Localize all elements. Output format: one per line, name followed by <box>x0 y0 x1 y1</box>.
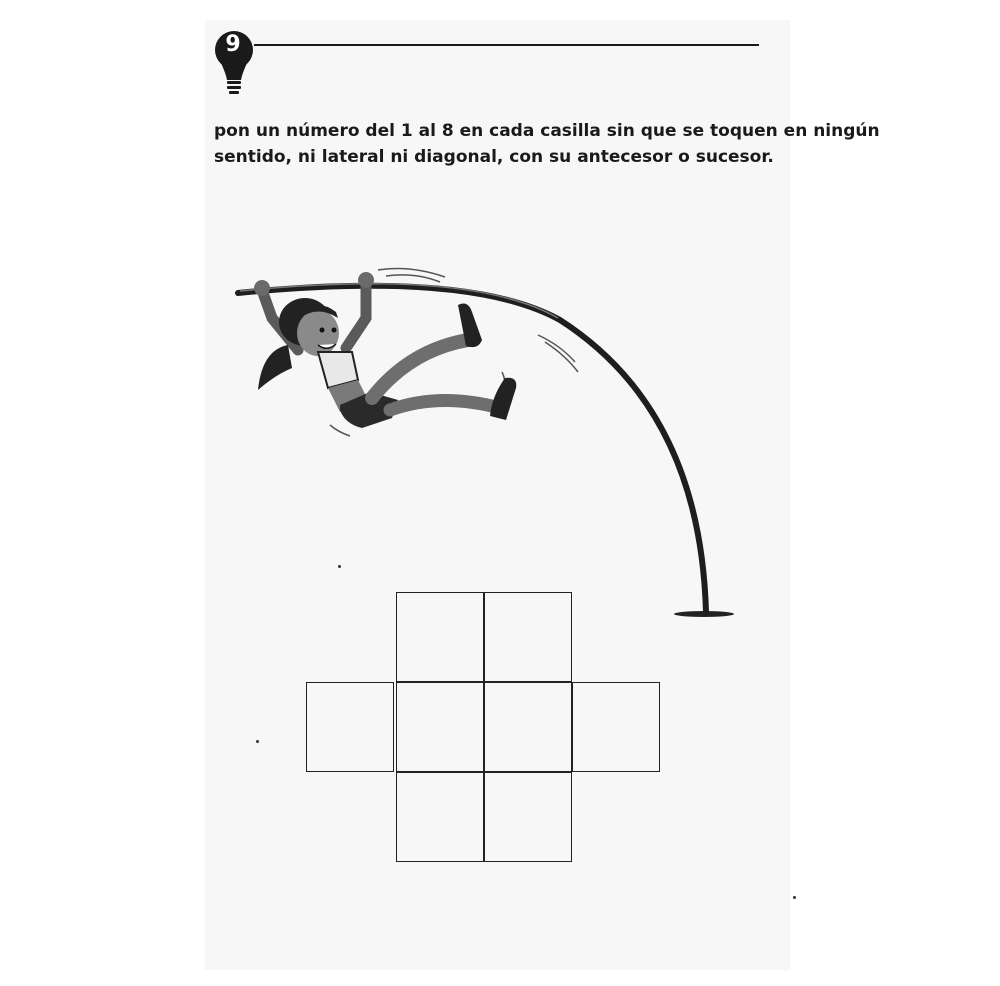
upper-leg <box>372 340 468 398</box>
instructions-line-1: pon un número del 1 al 8 en cada casilla sin que se toquen en ningún <box>214 121 880 141</box>
print-speck <box>338 565 341 568</box>
grid-cell[interactable] <box>396 682 484 772</box>
shoe-lower <box>490 378 516 420</box>
grid-cell[interactable] <box>484 682 572 772</box>
print-speck <box>793 896 796 899</box>
puzzle-number: 9 <box>225 32 241 57</box>
lower-leg <box>390 400 500 410</box>
right-arm <box>346 283 366 348</box>
grid-cell[interactable] <box>396 772 484 862</box>
grid-cell[interactable] <box>484 592 572 682</box>
grid-cell[interactable] <box>484 772 572 862</box>
face <box>297 310 339 356</box>
grid-cell[interactable] <box>306 682 394 772</box>
hair-ponytail <box>258 345 292 390</box>
print-speck <box>256 740 259 743</box>
grid-cell[interactable] <box>572 682 660 772</box>
instructions-line-2: sentido, ni lateral ni diagonal, con su antecesor o sucesor. <box>214 147 774 167</box>
grid-cell[interactable] <box>396 592 484 682</box>
